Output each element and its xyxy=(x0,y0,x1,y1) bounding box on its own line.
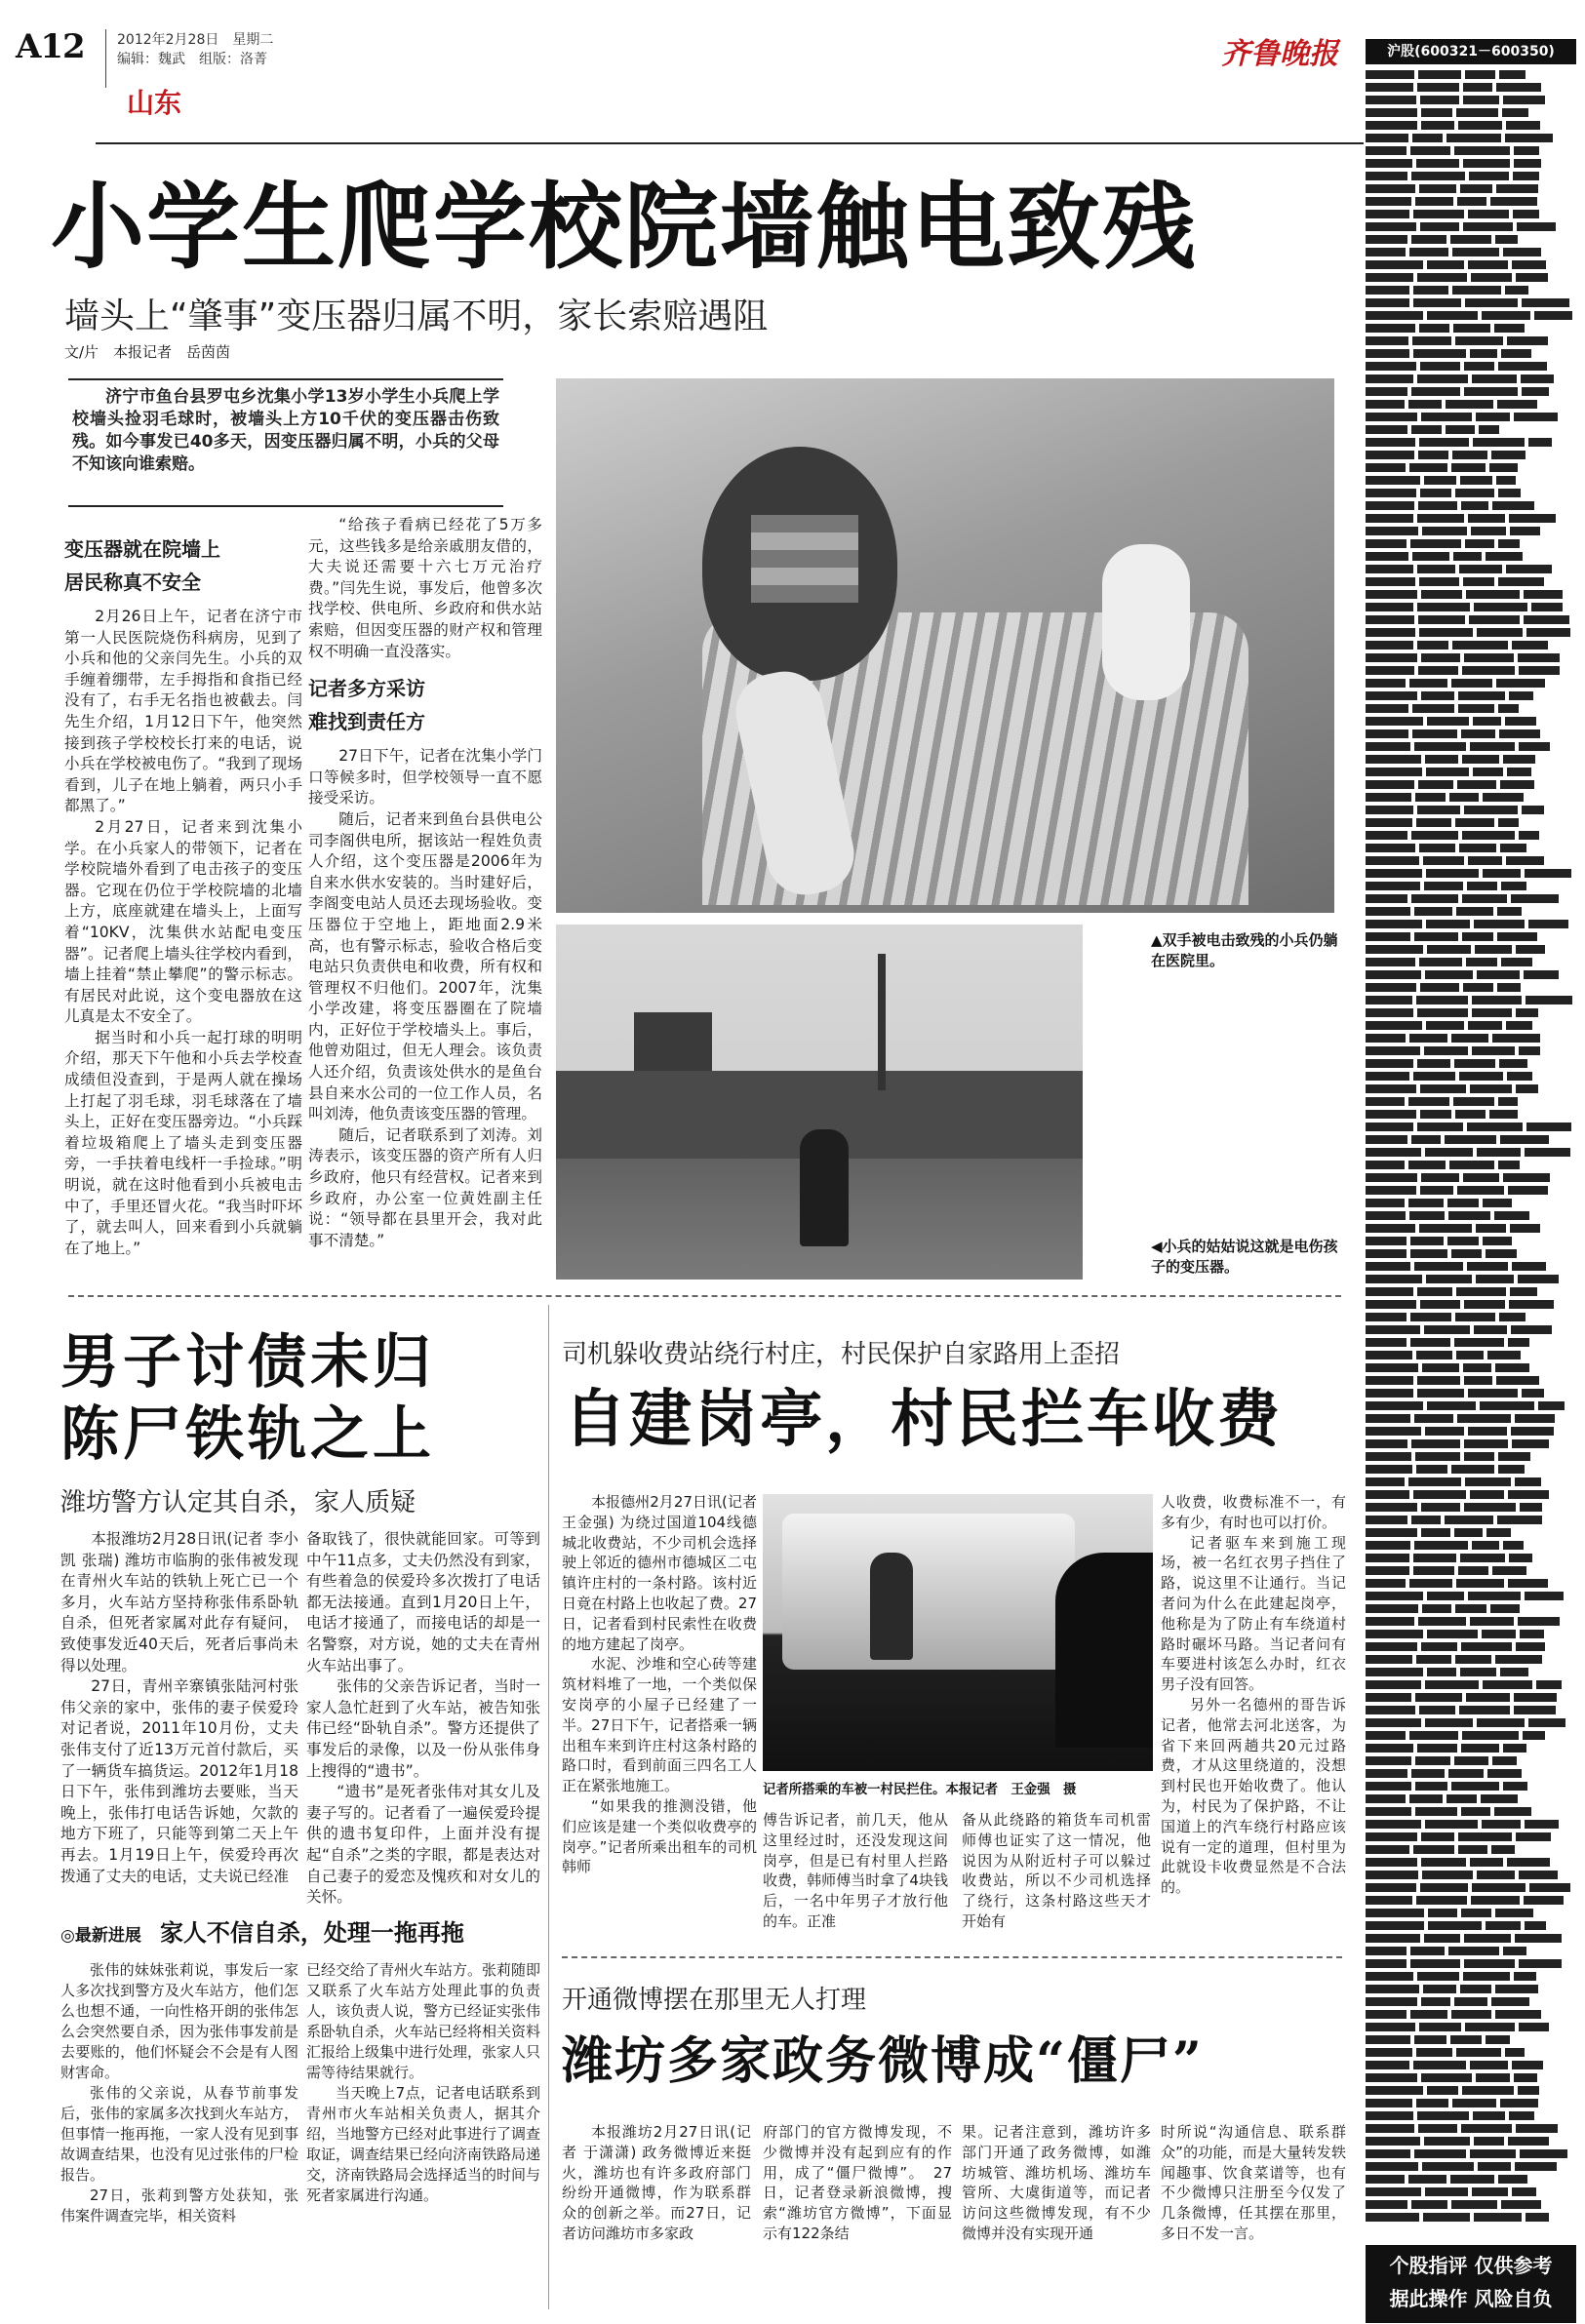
ticker-row xyxy=(1366,867,1576,880)
ticker-row xyxy=(1366,2122,1576,2135)
ticker-row xyxy=(1366,385,1576,398)
section-divider-2 xyxy=(562,1956,1342,1958)
ticker-row xyxy=(1366,2211,1576,2224)
ticker-row xyxy=(1366,1463,1576,1476)
ticker-row xyxy=(1366,1932,1576,1945)
ticker-row xyxy=(1366,2147,1576,2160)
ticker-row xyxy=(1366,1590,1576,1602)
article3-photo-caption: 记者所搭乘的车被一村民拦住。本报记者 王金强 摄 xyxy=(763,1783,1077,1797)
article4-paragraph: 府部门的官方微博发现，不少微博并没有起到应有的作用，成了“僵尸微博”。 27日，记者登录新浪微博，搜索“潍坊官方微博”，下面显示有122条结 xyxy=(763,2123,952,2242)
ticker-row xyxy=(1366,1121,1576,1133)
ticker-row xyxy=(1366,1197,1576,1209)
ticker-row xyxy=(1366,2008,1576,2021)
ticker-row xyxy=(1366,208,1576,220)
ticker-row xyxy=(1366,499,1576,512)
ticker-row xyxy=(1366,1412,1576,1425)
article3-kicker: 司机躲收费站绕行村庄，村民保护自家路用上歪招 xyxy=(562,1340,1121,1369)
article1-paragraph: 2月27日，记者来到沈集小学。在小兵家人的带领下，记者在学校院墙外看到了电击孩子的变压器。它现在仍位于学校院墙的北墙上方，底座就建在墙头上，上面写着“10KV，沈集供水站配电变压器”。记者爬上墙头往学校内看到，墙上挂着“禁止攀爬”的警示标志。有居民对此说，这个变电器放在这儿真是太不安全了。 xyxy=(64,817,302,1026)
ticker-row xyxy=(1366,1450,1576,1463)
article3-paragraph: 人收费，收费标准不一，有多有少，有时也可以打价。 xyxy=(1161,1493,1346,1531)
article2-headline-line1: 男子讨债未归 xyxy=(60,1328,435,1397)
ticker-row xyxy=(1366,1146,1576,1159)
followup-paragraph: 已经交给了青州火车站方。张莉随即又联系了火车站方处理此事的负责人，该负责人说，警方已经证实张伟系卧轨自杀，火车站已经将相关资料汇报给上级集中进行处理，张家人只需等待结果就行。 xyxy=(306,1961,541,2081)
ticker-row xyxy=(1366,1767,1576,1780)
ticker-row xyxy=(1366,563,1576,575)
article1-subheading-2a: 记者多方采访 xyxy=(308,677,425,701)
ticker-footer-line1: 个股指评 仅供参考 xyxy=(1389,2254,1553,2277)
ticker-row xyxy=(1366,1780,1576,1792)
ticker-row xyxy=(1366,1019,1576,1032)
ticker-row xyxy=(1366,918,1576,930)
ticker-row xyxy=(1366,2160,1576,2173)
ticker-row xyxy=(1366,892,1576,905)
followup-paragraph: 张伟的父亲说，从春节前事发后，张伟的家属多次找到火车站方，但事情一拖再拖，一家人没有见到事故调查结果，也没有见过张伟的尸检报告。 xyxy=(60,2084,298,2184)
photo-windshield xyxy=(782,1514,1075,1670)
article1-column-2 xyxy=(308,515,542,1251)
ticker-row xyxy=(1366,601,1576,613)
ticker-row xyxy=(1366,1957,1576,1970)
ticker-footer-line2: 据此操作 风险自负 xyxy=(1389,2287,1553,2310)
ticker-row xyxy=(1366,233,1576,246)
ticker-row xyxy=(1366,1653,1576,1666)
ticker-row xyxy=(1366,1044,1576,1057)
ticker-row xyxy=(1366,1602,1576,1615)
followup-paragraph: 27日，张莉到警方处获知，张伟案件调查完毕，相关资料 xyxy=(60,2186,298,2225)
ticker-row xyxy=(1366,1222,1576,1235)
ticker-row xyxy=(1366,474,1576,487)
ticker-row xyxy=(1366,550,1576,563)
followup-title: 家人不信自杀，处理一拖再拖 xyxy=(159,1918,464,1947)
article4-paragraph: 果。记者注意到，潍坊许多部门开通了政务微博，如潍坊城管、潍坊机场、潍坊车管所、大虞街道等，而记者访问这些微博发现，有不少微博并没有实现开通 xyxy=(962,2123,1151,2242)
ticker-row xyxy=(1366,68,1576,81)
ticker-row xyxy=(1366,1488,1576,1501)
ticker-row xyxy=(1366,1425,1576,1438)
ticker-row xyxy=(1366,284,1576,296)
ticker-row xyxy=(1366,930,1576,943)
ticker-row xyxy=(1366,1171,1576,1184)
ticker-row xyxy=(1366,778,1576,791)
date-line: 2012年2月28日 星期二 xyxy=(117,32,274,48)
article1-paragraph: 据当时和小兵一起打球的明明介绍，那天下午他和小兵去学校查成绩但没查到，于是两人就在操场上打起了羽毛球，羽毛球落在了墙头上，正好在变压器旁边。“小兵踩着垃圾箱爬上了墙头走到变压器旁，一手扶着电线杆一手捡球。”明明说，就在这时他看到小兵被电击中了，手里还冒火花。“我当时吓坏了，就去叫人，回来看到小兵就躺在了地上。” xyxy=(64,1028,302,1257)
ticker-row xyxy=(1366,1577,1576,1590)
ticker-row xyxy=(1366,2173,1576,2186)
ticker-row xyxy=(1366,1514,1576,1526)
article1-lead-box xyxy=(68,378,503,507)
ticker-row xyxy=(1366,715,1576,728)
followup-column-1 xyxy=(60,1960,298,2226)
ticker-row xyxy=(1366,2059,1576,2071)
article3-paragraph: 备从此绕路的箱货车司机雷师傅也证实了这一情况，他说因为从附近村子可以躲过收费站，所以不少司机选择了绕行，这条村路这些天才开始有 xyxy=(962,1811,1151,1930)
article3-headline: 自建岗亭，村民拦车收费 xyxy=(564,1383,1283,1456)
ticker-row xyxy=(1366,575,1576,588)
ticker-row xyxy=(1366,157,1576,170)
ticker-row xyxy=(1366,804,1576,816)
ticker-row xyxy=(1366,1361,1576,1374)
section-divider-1 xyxy=(68,1295,1341,1297)
photo-face-mosaic xyxy=(751,515,858,603)
ticker-row xyxy=(1366,702,1576,715)
ticker-row xyxy=(1366,880,1576,892)
ticker-row xyxy=(1366,1209,1576,1222)
caption-injured-boy: ▲双手被电击致残的小兵仍躺在医院里。 xyxy=(1151,931,1338,969)
article2-paragraph: “遗书”是死者张伟对其女儿及妻子写的。记者看了一遍侯爱玲提供的遗书复印件，上面并没有提起“自杀”之类的字眼，都是表达对自己妻子的爱恋及愧疚和对女儿的关怀。 xyxy=(306,1783,540,1907)
article3-paragraph: 另外一名德州的哥告诉记者，他常去河北送客，为省下来回两趟共20元过路费，才从这里绕道的，没想到村民也开始收费了。他认为，村民为了保护路，不让国道上的汽车绕行村路应该说有一定的道理，但村里为此就设卡收费显然是不合法的。 xyxy=(1161,1695,1346,1897)
ticker-row xyxy=(1366,1006,1576,1019)
article3-paragraph: “如果我的推测没错，他们应该是建一个类似收费亭的岗亭。”记者所乘出租车的司机韩师 xyxy=(562,1796,757,1876)
ticker-row xyxy=(1366,1691,1576,1704)
article3-paragraph: 水泥、沙堆和空心砖等建筑材料堆了一地，一个类似保安岗亭的小屋子已经建了一半。27日下午，记者搭乘一辆出租车来到许庄村这条村路的路口时，看到前面三四名工人正在紧张地施工。 xyxy=(562,1655,757,1795)
ticker-row xyxy=(1366,132,1576,144)
ticker-row xyxy=(1366,1501,1576,1514)
ticker-row xyxy=(1366,1970,1576,1983)
ticker-row xyxy=(1366,1184,1576,1197)
ticker-row xyxy=(1366,1843,1576,1856)
article4-column-4 xyxy=(1161,2122,1346,2244)
ticker-row xyxy=(1366,2109,1576,2122)
ticker-row xyxy=(1366,1057,1576,1070)
ticker-row xyxy=(1366,2097,1576,2109)
article3-column-1 xyxy=(562,1492,757,1877)
ticker-row xyxy=(1366,1298,1576,1311)
article1-subhead: 墙头上“肇事”变压器归属不明，家长索赔遇阻 xyxy=(64,296,769,336)
photo-villager xyxy=(870,1553,913,1660)
ticker-row xyxy=(1366,436,1576,449)
article3-paragraph: 本报德州2月27日讯(记者 王金强) 为绕过国道104线德城北收费站，不少司机会选择驶上邻近的德州市德城区二屯镇许庄村的一条村路。该村近日竟在村路上也收起了费。27日，记者看到村民索性在收费的地方建起了岗亭。 xyxy=(562,1493,757,1653)
ticker-row xyxy=(1366,2021,1576,2033)
ticker-row xyxy=(1366,2046,1576,2059)
followup-paragraph: 张伟的妹妹张莉说，事发后一家人多次找到警方及火车站方，他们怎么也想不通，一向性格开朗的张伟怎么会突然要自杀，因为张伟事发前是去要账的，他们怀疑会不会是有人图财害命。 xyxy=(60,1961,298,2081)
ticker-row xyxy=(1366,1387,1576,1399)
ticker-row xyxy=(1366,449,1576,461)
ticker-row xyxy=(1366,1349,1576,1361)
ticker-row xyxy=(1366,1539,1576,1552)
ticker-row xyxy=(1366,1273,1576,1285)
article4-paragraph: 本报潍坊2月27日讯(记者 于潇潇) 政务微博近来挺火，潍坊也有许多政府部门纷纷开通微博，作为联系群众的创新之举。而27日，记者访问潍坊市多家政 xyxy=(562,2123,751,2242)
article3-paragraph: 记者驱车来到施工现场，被一名红衣男子挡住了路，说这里不让通行。当记者问为什么在此建起岗亭，他称是为了防止有车绕道村路时碾坏马路。当记者问有车要进村该怎么办时，红衣男子没有回答。 xyxy=(1161,1533,1346,1694)
photo-toll-booth xyxy=(763,1494,1153,1771)
ticker-row xyxy=(1366,1881,1576,1894)
ticker-row xyxy=(1366,588,1576,601)
ticker-row xyxy=(1366,170,1576,182)
ticker-row xyxy=(1366,487,1576,499)
ticker-row xyxy=(1366,1374,1576,1387)
ticker-row xyxy=(1366,1438,1576,1450)
ticker-footer xyxy=(1366,2245,1576,2323)
ticker-row xyxy=(1366,1108,1576,1121)
ticker-row xyxy=(1366,753,1576,766)
ticker-row xyxy=(1366,651,1576,664)
article4-column-2 xyxy=(763,2122,952,2244)
ticker-row xyxy=(1366,1247,1576,1260)
ticker-row xyxy=(1366,1754,1576,1767)
ticker-row xyxy=(1366,1260,1576,1273)
ticker-row xyxy=(1366,677,1576,689)
ticker-row xyxy=(1366,335,1576,347)
ticker-row xyxy=(1366,829,1576,842)
ticker-row xyxy=(1366,1311,1576,1323)
article1-paragraph: 2月26日上午，记者在济宁市第一人民医院烧伤科病房，见到了小兵和他的父亲闫先生。小兵的双手缠着绷带，左手拇指和食指已经没有了，右手无名指也被截去。闫先生介绍，1月12日下午，他突然接到孩子学校校长打来的电话，说小兵在学校被电伤了。“我到了现场看到，儿子在地上躺着，两只小手都黑了。” xyxy=(64,608,302,815)
ticker-row xyxy=(1366,994,1576,1006)
ticker-row xyxy=(1366,791,1576,804)
ticker-row xyxy=(1366,1285,1576,1298)
ticker-row xyxy=(1366,2198,1576,2211)
ticker-row xyxy=(1366,94,1576,106)
ticker-row xyxy=(1366,1869,1576,1881)
ticker-row xyxy=(1366,220,1576,233)
ticker-row xyxy=(1366,2033,1576,2046)
ticker-row xyxy=(1366,968,1576,981)
ticker-row xyxy=(1366,854,1576,867)
ticker-row xyxy=(1366,106,1576,119)
ticker-row xyxy=(1366,1729,1576,1742)
ticker-row xyxy=(1366,144,1576,157)
page-number: A12 xyxy=(16,27,85,66)
article1-lead: 济宁市鱼台县罗屯乡沈集小学13岁小学生小兵爬上学校墙头捡羽毛球时，被墙头上方10千伏的变压器击伤致残。如今事发已40多天，因变压器归属不明，小兵的父母不知该向谁索赔。 xyxy=(72,387,499,474)
article1-byline: 文/片 本报记者 岳茵茵 xyxy=(64,343,231,361)
ticker-row xyxy=(1366,296,1576,309)
ticker-row xyxy=(1366,2186,1576,2198)
photo-transformer-box xyxy=(634,1012,712,1071)
ticker-row xyxy=(1366,1564,1576,1577)
ticker-row xyxy=(1366,322,1576,335)
ticker-row xyxy=(1366,1678,1576,1691)
article2-paragraph: 张伟的父亲告诉记者，当时一家人急忙赶到了火车站，被告知张伟已经“卧轨自杀”。警方还提供了事发后的录像，以及一份从张伟身上搜得的“遗书”。 xyxy=(306,1677,540,1780)
ticker-row xyxy=(1366,537,1576,550)
ticker-row xyxy=(1366,347,1576,360)
ticker-row xyxy=(1366,1235,1576,1247)
photo-pole xyxy=(878,954,886,1090)
ticker-row xyxy=(1366,1526,1576,1539)
section-title: 山东 xyxy=(127,87,182,119)
ticker-row xyxy=(1366,360,1576,373)
ticker-row xyxy=(1366,373,1576,385)
masthead-rule xyxy=(96,142,1364,144)
ticker-row xyxy=(1366,1336,1576,1349)
ticker-row xyxy=(1366,1476,1576,1488)
ticker-row xyxy=(1366,1615,1576,1628)
ticker-row xyxy=(1366,1323,1576,1336)
ticker-row xyxy=(1366,1894,1576,1907)
ticker-row xyxy=(1366,1032,1576,1044)
ticker-row xyxy=(1366,1742,1576,1754)
article3-column-3 xyxy=(962,1810,1151,1932)
photo-injured-boy xyxy=(556,378,1334,913)
article2-column-1 xyxy=(60,1529,298,1887)
article2-column-2 xyxy=(306,1529,540,1909)
article1-subheading-1a: 变压器就在院墙上 xyxy=(64,537,220,561)
ticker-row xyxy=(1366,1818,1576,1831)
ticker-row xyxy=(1366,1983,1576,1995)
paper-logo: 齐鲁晚报 xyxy=(1221,37,1338,71)
ticker-row xyxy=(1366,2084,1576,2097)
followup-heading xyxy=(60,1913,542,1948)
ticker-header: 沪股(600321－600350) xyxy=(1366,39,1576,64)
ticker-row xyxy=(1366,1095,1576,1108)
ticker-row xyxy=(1366,525,1576,537)
article2-subhead: 潍坊警方认定其自杀，家人质疑 xyxy=(60,1488,416,1517)
photo-woman xyxy=(800,1129,849,1246)
stock-ticker-list xyxy=(1366,68,1576,2245)
article1-subheading-1b: 居民称真不安全 xyxy=(64,571,201,594)
ticker-row xyxy=(1366,81,1576,94)
article1-paragraph: 27日下午，记者在沈集小学门口等候多时，但学校领导一直不愿接受采访。 xyxy=(308,747,542,807)
ticker-row xyxy=(1366,512,1576,525)
masthead-divider xyxy=(105,29,106,88)
article3-column-2 xyxy=(763,1810,948,1932)
article1-paragraph: “给孩子看病已经花了5万多元，这些钱多是给亲戚朋友借的，大夫说还需要十六七万元治疗费。”闫先生说，事发后，他曾多次找学校、供电所、乡政府和供水站索赔，但因变压器的财产权和管理权不明确一直没落实。 xyxy=(308,516,542,660)
article1-paragraph: 随后，记者来到鱼台县供电公司李阁供电所，据该站一程姓负责人介绍，这个变压器是2006年为自来水供水安装的。当时建好后，李阁变电站人员还去现场验收。变压器位于空地上，距地面2.9米高，也有警示标志，验收合格后变电站只负责供电和收费，所有权和管理权不归他们。2007年，沈集小学改建，将变压器圈在了院墙内，正好位于学校墙头上。事后，他曾劝阻过，但无人理会。该负责人还介绍，负责该处供水的是鱼台县自来水公司的一位工作人员，名叫刘涛，他负责该变压器的管理。 xyxy=(308,809,542,1123)
ticker-row xyxy=(1366,1831,1576,1843)
ticker-row xyxy=(1366,1399,1576,1412)
ticker-row xyxy=(1366,271,1576,284)
article1-headline: 小学生爬学校院墙触电致残 xyxy=(51,172,1198,282)
ticker-row xyxy=(1366,740,1576,753)
ticker-row xyxy=(1366,842,1576,854)
article1-subheading-2b: 难找到责任方 xyxy=(308,710,425,734)
ticker-row xyxy=(1366,411,1576,423)
ticker-row xyxy=(1366,1666,1576,1678)
article4-headline: 潍坊多家政务微博成“僵尸” xyxy=(562,2031,1204,2091)
article2-headline-line2: 陈尸铁轨之上 xyxy=(60,1400,435,1469)
article2-paragraph: 本报潍坊2月28日讯(记者 李小凯 张瑞) 潍坊市临朐的张伟被发现在青州火车站的铁轨上死亡已一个多月，火车站方坚持称张伟系卧轨自杀，但死者家属对此存有疑问，致使事发近40天后，死者后事尚未得以处理。 xyxy=(60,1530,298,1674)
ticker-row xyxy=(1366,1628,1576,1640)
article2-paragraph: 27日，青州辛寨镇张陆河村张伟父亲的家中，张伟的妻子侯爱玲对记者说，2011年10月份，丈夫张伟支付了近13万元首付款后，买了一辆货车搞货运。2012年1月18日下午，张伟到潍坊去要账，当天晚上，张伟打电话告诉她，欠款的地方下班了，只能等到第二天上午再去。1月19日上午，侯爱玲再次拨通了丈夫的电话，丈夫说已经准 xyxy=(60,1677,298,1885)
photo-transformer xyxy=(556,925,1083,1280)
ticker-row xyxy=(1366,246,1576,258)
ticker-row xyxy=(1366,1792,1576,1805)
ticker-row xyxy=(1366,639,1576,651)
ticker-row xyxy=(1366,1552,1576,1564)
article4-paragraph: 时所说“沟通信息、联系群众”的功能，而是大量转发轶闻趣事、饮食菜谱等，也有不少微博只注册至今仅发了几条微博，任其摆在那里，多日不发一言。 xyxy=(1161,2123,1346,2242)
ticker-row xyxy=(1366,1805,1576,1818)
ticker-row xyxy=(1366,1640,1576,1653)
ticker-row xyxy=(1366,1995,1576,2008)
article3-column-4 xyxy=(1161,1492,1346,1898)
ticker-row xyxy=(1366,981,1576,994)
ticker-row xyxy=(1366,423,1576,436)
ticker-row xyxy=(1366,309,1576,322)
caption-transformer: ◀小兵的姑姑说这就是电伤孩子的变压器。 xyxy=(1151,1238,1338,1276)
ticker-row xyxy=(1366,461,1576,474)
ticker-row xyxy=(1366,1133,1576,1146)
ticker-row xyxy=(1366,956,1576,968)
ticker-row xyxy=(1366,689,1576,702)
ticker-row xyxy=(1366,1907,1576,1919)
ticker-row xyxy=(1366,119,1576,132)
photo-driver xyxy=(1055,1553,1153,1748)
ticker-row xyxy=(1366,182,1576,195)
article3-paragraph: 傅告诉记者，前几天，他从这里经过时，还没发现这间岗亭，但是已有村里人拦路收费，韩师傅当时拿了4块钱后，一名中年男子才放行他的车。正准 xyxy=(763,1811,948,1930)
article2-paragraph: 备取钱了，很快就能回家。可等到中午11点多，丈夫仍然没有到家，有些着急的侯爱玲多次拨打了电话都无法接通。直到1月20日上午，电话才接通了，而接电话的却是一名警察，对方说，她的丈夫在青州火车站出事了。 xyxy=(306,1530,540,1674)
ticker-row xyxy=(1366,943,1576,956)
followup-column-2 xyxy=(306,1960,540,2206)
ticker-row xyxy=(1366,1945,1576,1957)
ticker-row xyxy=(1366,728,1576,740)
ticker-row xyxy=(1366,1919,1576,1932)
article4-column-1 xyxy=(562,2122,751,2244)
ticker-row xyxy=(1366,1704,1576,1716)
followup-paragraph: 当天晚上7点，记者电话联系到青州市火车站相关负责人，据其介绍，当地警方已经对此事进行了调查取证，调查结果已经向济南铁路局递交，济南铁路局会选择适当的时间与死者家属进行沟通。 xyxy=(306,2084,541,2204)
ticker-row xyxy=(1366,258,1576,271)
ticker-row xyxy=(1366,1716,1576,1729)
column-divider xyxy=(548,1305,549,2309)
article4-column-3 xyxy=(962,2122,1151,2244)
ticker-row xyxy=(1366,905,1576,918)
ticker-row xyxy=(1366,2135,1576,2147)
ticker-row xyxy=(1366,1159,1576,1171)
ticker-row xyxy=(1366,766,1576,778)
article1-paragraph: 随后，记者联系到了刘涛。刘涛表示，该变压器的资产所有人归乡政府，他只有经营权。记者来到乡政府，办公室一位黄姓副主任说：“领导都在县里开会，我对此事不清楚。” xyxy=(308,1125,542,1249)
article1-column-1 xyxy=(64,532,302,1259)
followup-tag: ◎最新进展 xyxy=(60,1926,141,1946)
photo-bandaged-hand xyxy=(1102,544,1190,700)
ticker-row xyxy=(1366,1070,1576,1083)
editor-line: 编辑：魏武 组版：洛菁 xyxy=(117,52,267,67)
ticker-row xyxy=(1366,613,1576,626)
ticker-row xyxy=(1366,398,1576,411)
ticker-row xyxy=(1366,626,1576,639)
ticker-row xyxy=(1366,2071,1576,2084)
ticker-row xyxy=(1366,1083,1576,1095)
ticker-row xyxy=(1366,195,1576,208)
ticker-row xyxy=(1366,816,1576,829)
article4-kicker: 开通微博摆在那里无人打理 xyxy=(562,1986,867,2015)
ticker-row xyxy=(1366,1856,1576,1869)
ticker-row xyxy=(1366,664,1576,677)
